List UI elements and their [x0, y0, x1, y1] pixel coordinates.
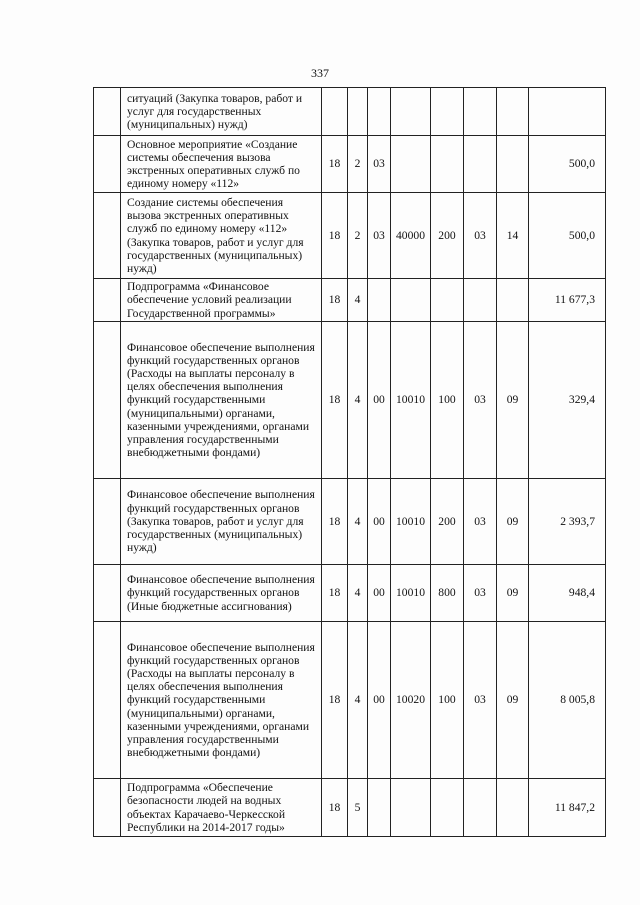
cell-code-4: 40000 [391, 193, 431, 279]
cell-code-7: 09 [497, 565, 529, 622]
table-row [94, 136, 606, 193]
cell-code-7 [497, 279, 529, 322]
cell-code-4: 10010 [391, 322, 431, 479]
cell-amount: 11 677,3 [529, 279, 606, 322]
cell-code-6: 03 [464, 193, 497, 279]
table-row [94, 622, 606, 779]
cell-amount: 11 847,2 [529, 779, 606, 837]
cell-code-5 [431, 779, 464, 837]
cell-code-6: 03 [464, 479, 497, 565]
cell-code-1: 18 [322, 322, 348, 479]
cell-code-3: 00 [368, 479, 391, 565]
cell-amount: 329,4 [529, 322, 606, 479]
cell-code-5: 800 [431, 565, 464, 622]
cell-code-6 [464, 279, 497, 322]
cell-code-4: 10010 [391, 479, 431, 565]
blank-cell [94, 479, 121, 565]
budget-table [93, 87, 606, 837]
page-number: 337 [311, 66, 329, 80]
cell-code-4 [391, 279, 431, 322]
cell-code-2 [348, 88, 368, 136]
cell-amount: 948,4 [529, 565, 606, 622]
cell-code-2: 2 [348, 136, 368, 193]
cell-code-7: 14 [497, 193, 529, 279]
blank-cell [94, 88, 121, 136]
row-name: ситуаций (Закупка товаров, работ и услуг для государственных (муниципальных) нужд) [121, 88, 322, 136]
table-row [94, 322, 606, 479]
cell-code-2: 5 [348, 779, 368, 837]
row-name: Финансовое обеспечение выполнения функций государственных органов (Расходы на выплаты персоналу в целях обеспечения выполнения функций государственными (муниципальными) органами, казенными учреждениями, органами управления государственными внебюджетными фондами) [121, 322, 322, 479]
table-row [94, 479, 606, 565]
cell-code-3: 00 [368, 622, 391, 779]
blank-cell [94, 322, 121, 479]
cell-amount: 2 393,7 [529, 479, 606, 565]
cell-code-6: 03 [464, 622, 497, 779]
cell-amount [529, 88, 606, 136]
cell-code-3: 00 [368, 322, 391, 479]
cell-code-6 [464, 136, 497, 193]
blank-cell [94, 193, 121, 279]
cell-code-1: 18 [322, 565, 348, 622]
cell-code-5: 200 [431, 193, 464, 279]
cell-code-4 [391, 88, 431, 136]
cell-code-3 [368, 88, 391, 136]
cell-code-5 [431, 136, 464, 193]
cell-code-7 [497, 136, 529, 193]
cell-code-1: 18 [322, 193, 348, 279]
cell-amount: 8 005,8 [529, 622, 606, 779]
table-row [94, 565, 606, 622]
cell-amount: 500,0 [529, 193, 606, 279]
cell-code-1 [322, 88, 348, 136]
cell-amount: 500,0 [529, 136, 606, 193]
cell-code-4: 10010 [391, 565, 431, 622]
cell-code-3 [368, 279, 391, 322]
row-name: Подпрограмма «Финансовое обеспечение условий реализации Государственной программы» [121, 279, 322, 322]
table-row [94, 779, 606, 837]
cell-code-7: 09 [497, 479, 529, 565]
cell-code-5 [431, 88, 464, 136]
cell-code-2: 2 [348, 193, 368, 279]
row-name: Подпрограмма «Обеспечение безопасности людей на водных объектах Карачаево-Черкесской Республики на 2014-2017 годы» [121, 779, 322, 837]
row-name: Финансовое обеспечение выполнения функций государственных органов (Иные бюджетные ассигнования) [121, 565, 322, 622]
table-row [94, 88, 606, 136]
cell-code-4 [391, 136, 431, 193]
cell-code-2: 4 [348, 479, 368, 565]
cell-code-1: 18 [322, 279, 348, 322]
cell-code-7: 09 [497, 622, 529, 779]
cell-code-3 [368, 779, 391, 837]
cell-code-6: 03 [464, 322, 497, 479]
cell-code-6 [464, 88, 497, 136]
cell-code-1: 18 [322, 479, 348, 565]
table-row [94, 193, 606, 279]
cell-code-6: 03 [464, 565, 497, 622]
cell-code-6 [464, 779, 497, 837]
cell-code-2: 4 [348, 565, 368, 622]
blank-cell [94, 565, 121, 622]
cell-code-7: 09 [497, 322, 529, 479]
cell-code-4 [391, 779, 431, 837]
cell-code-2: 4 [348, 279, 368, 322]
cell-code-7 [497, 779, 529, 837]
cell-code-4: 10020 [391, 622, 431, 779]
cell-code-5: 200 [431, 479, 464, 565]
row-name: Создание системы обеспечения вызова экстренных оперативных служб по единому номеру «112» (Закупка товаров, работ и услуг для государственных (муниципальных) нужд) [121, 193, 322, 279]
row-name: Основное мероприятие «Создание системы обеспечения вызова экстренных оперативных служб по единому номеру «112» [121, 136, 322, 193]
cell-code-5 [431, 279, 464, 322]
cell-code-3: 00 [368, 565, 391, 622]
row-name: Финансовое обеспечение выполнения функций государственных органов (Закупка товаров, работ и услуг для государственных (муниципальных) нужд) [121, 479, 322, 565]
blank-cell [94, 279, 121, 322]
blank-cell [94, 779, 121, 837]
cell-code-5: 100 [431, 322, 464, 479]
cell-code-5: 100 [431, 622, 464, 779]
table-row [94, 279, 606, 322]
cell-code-1: 18 [322, 779, 348, 837]
cell-code-1: 18 [322, 136, 348, 193]
blank-cell [94, 136, 121, 193]
cell-code-3: 03 [368, 136, 391, 193]
cell-code-1: 18 [322, 622, 348, 779]
cell-code-7 [497, 88, 529, 136]
cell-code-3: 03 [368, 193, 391, 279]
cell-code-2: 4 [348, 622, 368, 779]
row-name: Финансовое обеспечение выполнения функций государственных органов (Расходы на выплаты персоналу в целях обеспечения выполнения функций государственными (муниципальными) органами, казенными учреждениями, органами управления государственными внебюджетными фондами) [121, 622, 322, 779]
cell-code-2: 4 [348, 322, 368, 479]
blank-cell [94, 622, 121, 779]
